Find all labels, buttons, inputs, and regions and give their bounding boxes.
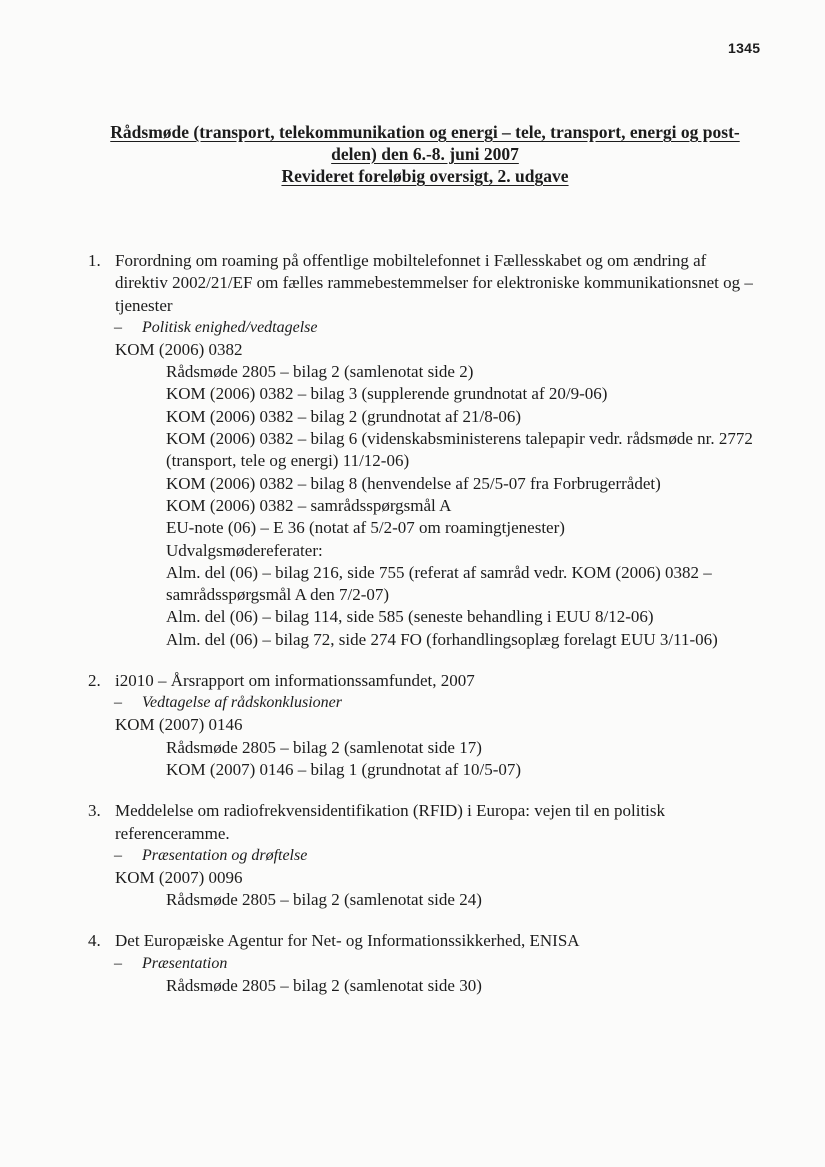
reference-list [0,889,825,911]
title-line-3: Revideret foreløbig oversigt, 2. udgave [281,166,569,186]
reference-item: Rådsmøde 2805 – bilag 2 (samlenotat side 17) [166,737,482,757]
item-number: 2. [88,671,101,691]
item-heading: Meddelelse om radiofrekvensidentifikation (RFID) i Europa: vejen til en politisk referenceramme. [115,801,666,843]
status-text: Præsentation [142,954,228,972]
item-heading: Det Europæiske Agentur for Net- og Informationssikkerhed, ENISA [115,931,580,951]
status-text: Vedtagelse af rådskonklusioner [142,694,342,712]
com-reference: KOM (2006) 0382 [115,339,243,359]
reference-item: Alm. del (06) – bilag 114, side 585 (seneste behandling i EUU 8/12-06) [166,607,654,627]
agenda-item [0,250,825,651]
agenda-item [0,670,825,781]
reference-item: EU-note (06) – E 36 (notat af 5/2-07 om roamingtjenester) [166,518,565,538]
agenda-item [0,800,825,911]
reference-list [0,975,825,997]
document-title [80,121,770,187]
com-reference: KOM (2007) 0146 [115,715,243,735]
item-status [114,953,825,975]
item-status [114,317,825,339]
agenda-item [0,930,825,997]
reference-item: KOM (2006) 0382 – bilag 2 (grundnotat af 21/8-06) [166,406,522,426]
item-status [114,692,825,714]
status-dash: – [114,954,122,972]
reference-list [0,361,825,651]
item-heading: i2010 – Årsrapport om informationssamfundet, 2007 [115,671,475,691]
reference-item: KOM (2006) 0382 – bilag 3 (supplerende grundnotat af 20/9-06) [166,384,608,404]
reference-item: KOM (2006) 0382 – samrådsspørgsmål A [166,495,452,515]
reference-item: Rådsmøde 2805 – bilag 2 (samlenotat side 30) [166,975,482,995]
item-heading: Forordning om roaming på offentlige mobiltelefonnet i Fællesskabet og om ændring af direktiv 2002/21/EF om fælles rammebestemmelser for elektroniske kommunikationsnet og –tjenester [115,251,753,315]
agenda-list [0,250,825,1016]
reference-item: KOM (2006) 0382 – bilag 8 (henvendelse af 25/5-07 fra Forbrugerrådet) [166,473,661,493]
page-number: 1345 [728,40,761,56]
reference-item: Alm. del (06) – bilag 72, side 274 FO (forhandlingsoplæg forelagt EUU 3/11-06) [166,629,718,649]
com-reference: KOM (2007) 0096 [115,867,243,887]
status-dash: – [114,846,122,864]
reference-list [0,737,825,782]
status-dash: – [114,694,122,712]
status-dash: – [114,318,122,336]
item-number: 1. [88,251,101,270]
reference-item: Rådsmøde 2805 – bilag 2 (samlenotat side 2) [166,362,474,382]
item-number: 4. [88,931,101,951]
item-number: 3. [88,801,101,821]
reference-item: KOM (2007) 0146 – bilag 1 (grundnotat af 10/5-07) [166,759,522,779]
item-status [114,845,825,867]
reference-item: Alm. del (06) – bilag 216, side 755 (referat af samråd vedr. KOM (2006) 0382 – samrådsspørgsmål A den 7/2-07) [166,562,712,605]
status-text: Politisk enighed/vedtagelse [142,318,318,336]
title-line-1: Rådsmøde (transport, telekommunikation og energi – tele, transport, energi og post- [110,122,740,142]
status-text: Præsentation og drøftelse [142,846,308,864]
reference-item: KOM (2006) 0382 – bilag 6 (videnskabsministerens talepapir vedr. rådsmøde nr. 2772 (transport, tele og energi) 11/12-06) [166,429,753,471]
reference-item: Rådsmøde 2805 – bilag 2 (samlenotat side 24) [166,890,482,910]
title-line-2: delen) den 6.-8. juni 2007 [331,144,519,164]
reference-item: Udvalgsmødereferater: [166,540,323,560]
